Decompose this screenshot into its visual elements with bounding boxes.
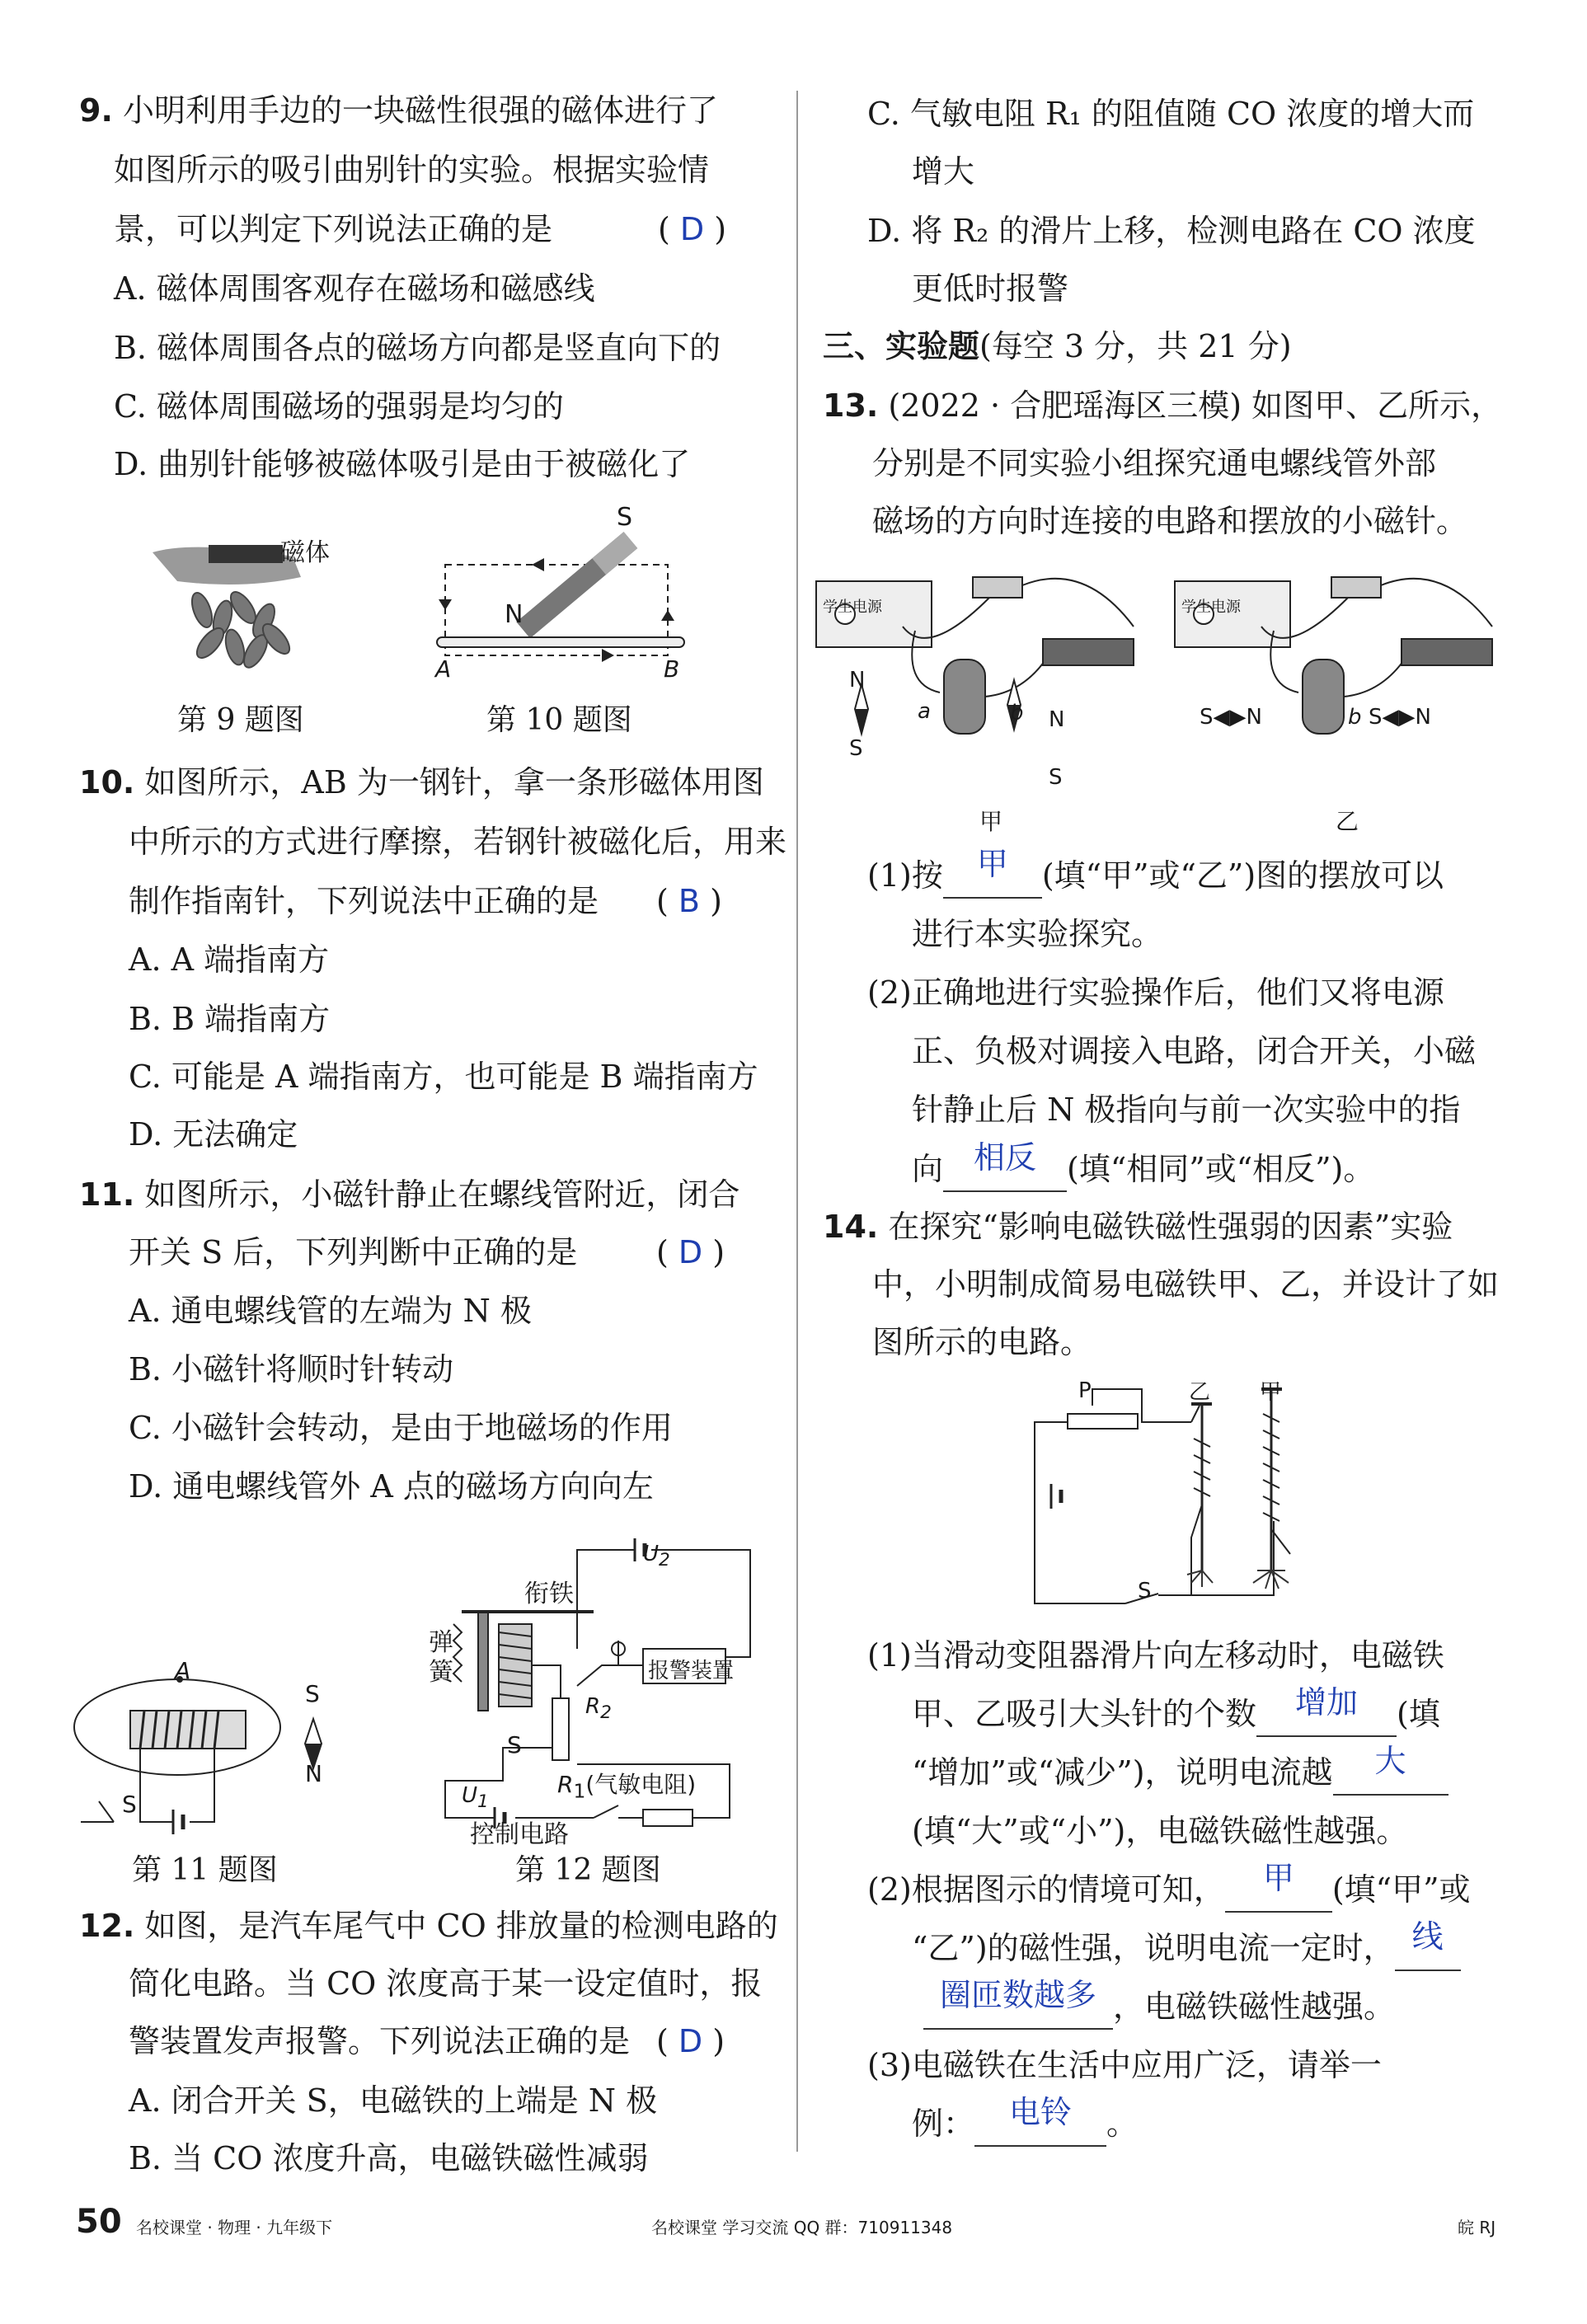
q14-p2-pre: (2)根据图示的情境可知， xyxy=(867,1871,1225,1908)
q14-p2-answer: 甲 xyxy=(1262,1860,1294,1896)
fig13-a-1: a xyxy=(918,699,931,724)
fig12-caption: 第 12 题图 xyxy=(515,1853,661,1887)
fig13-b-2: b xyxy=(1348,705,1362,730)
q13-line2: 分别是不同实验小组探究通电螺线管外部 xyxy=(872,445,1437,481)
q14-p1-answer2: 大 xyxy=(1374,1743,1406,1779)
q13-line3: 磁场的方向时连接的电路和摆放的小磁针。 xyxy=(872,503,1468,539)
fig13-b-1: b xyxy=(1010,701,1024,725)
fig13-power-2: 学生电源 xyxy=(1181,599,1241,616)
fig11-a: A xyxy=(175,1657,191,1684)
q10-option-b: B. B 端指南方 xyxy=(129,1001,331,1037)
q11-option-a: A. 通电螺线管的左端为 N 极 xyxy=(129,1293,533,1329)
q14-p3-line1: (3)电磁铁在生活中应用广泛，请举一 xyxy=(867,2047,1382,2083)
fig11-switch: S xyxy=(122,1791,137,1818)
fig12-u1-sub: 1 xyxy=(477,1791,489,1813)
q14-number: 14. xyxy=(823,1209,879,1245)
q10-option-c: C. 可能是 A 端指南方，也可能是 B 端指南方 xyxy=(129,1059,758,1095)
q12-line2: 简化电路。当 CO 浓度高于某一设定值时，报 xyxy=(129,1965,763,2002)
q14-p3-pre: 例： xyxy=(912,2106,975,2142)
fig12-r1: R xyxy=(557,1771,574,1798)
q10-line2: 中所示的方式进行摩擦，若钢针被磁化后，用来 xyxy=(129,824,787,860)
fig12-r1-sub: 1 xyxy=(573,1779,586,1803)
fig10-n: N xyxy=(505,600,524,629)
q13-p2-line3: 针静止后 N 极指向与前一次实验中的指 xyxy=(912,1092,1461,1128)
q9-option-c: C. 磁体周围磁场的强弱是均匀的 xyxy=(114,388,564,425)
q13-p2-pre: 向 xyxy=(912,1151,944,1187)
section-3-title: 三、实验题 xyxy=(823,328,980,364)
q12-line1: 如图，是汽车尾气中 CO 排放量的检测电路的 xyxy=(144,1908,778,1944)
q14-p1-line4: (填“大”或“小”)，电磁铁磁性越强。 xyxy=(912,1813,1408,1849)
fig14-p: P xyxy=(1078,1378,1092,1403)
fig12-control: 控制电路 xyxy=(470,1820,569,1849)
fig11-n: N xyxy=(305,1760,322,1787)
q12-option-a: A. 闭合开关 S，电磁铁的上端是 N 极 xyxy=(129,2082,658,2119)
fig13-sn-1: S◀▶N xyxy=(1200,705,1262,730)
q13-line1: (2022 · 合肥瑶海区三模) 如图甲、乙所示， xyxy=(888,387,1503,424)
q13-p1-post: (填“甲”或“乙”)图的摆放可以 xyxy=(1041,857,1444,894)
fig14-yi: 乙 xyxy=(1189,1380,1211,1405)
fig10-s: S xyxy=(617,503,633,532)
fig10-caption: 第 10 题图 xyxy=(486,703,632,737)
fig9-caption: 第 9 题图 xyxy=(177,703,304,737)
fig12-switch: S xyxy=(507,1731,522,1758)
q12-option-c: C. 气敏电阻 R₁ 的阻值随 CO 浓度的增大而 xyxy=(867,96,1475,132)
q11-option-b: B. 小磁针将顺时针转动 xyxy=(129,1351,454,1387)
q14-p2-answer2a: 线 xyxy=(1411,1918,1444,1955)
q9-option-d: D. 曲别针能够被磁体吸引是由于被磁化了 xyxy=(114,446,691,482)
q11-line1: 如图所示，小磁针静止在螺线管附近，闭合 xyxy=(144,1176,740,1213)
q12-answer: D xyxy=(678,2023,703,2059)
q14-p1-line1: (1)当滑动变阻器滑片向左移动时，电磁铁 xyxy=(867,1637,1444,1674)
q14-p1-line3-pre: “增加”或“减少”)，说明电流越 xyxy=(912,1754,1333,1791)
q13-number: 13. xyxy=(823,387,879,424)
fig12-u2: U xyxy=(643,1542,660,1566)
fig11-caption: 第 11 题图 xyxy=(132,1853,278,1887)
q14-line1: 在探究“影响电磁铁磁性强弱的因素”实验 xyxy=(888,1209,1453,1245)
q9-line3: 景，可以判定下列说法正确的是 xyxy=(114,211,553,247)
q14-p2-line2-pre: “乙”)的磁性强，说明电流一定时， xyxy=(912,1930,1395,1966)
q13-p1-pre: (1)按 xyxy=(867,857,943,894)
column-divider xyxy=(796,91,798,2152)
section-3-note: (每空 3 分，共 21 分) xyxy=(979,328,1292,364)
q12-option-b: B. 当 CO 浓度升高，电磁铁磁性减弱 xyxy=(129,2140,649,2176)
q11-option-c: C. 小磁针会转动，是由于地磁场的作用 xyxy=(129,1410,673,1446)
q14-p2-post: (填“甲”或 xyxy=(1331,1871,1471,1908)
q9-answer: D xyxy=(679,211,705,247)
fig12-u2-sub: 2 xyxy=(659,1550,670,1571)
figure-14 xyxy=(1026,1373,1340,1620)
q10-number: 10. xyxy=(79,764,135,800)
q13-p2-line1: (2)正确地进行实验操作后，他们又将电源 xyxy=(867,974,1444,1011)
q10-line1: 如图所示，AB 为一钢针，拿一条形磁体用图 xyxy=(144,764,764,800)
q14-p1-answer: 增加 xyxy=(1295,1684,1359,1721)
fig13-sn-2: S◀▶N xyxy=(1369,705,1431,730)
q14-p3-post: 。 xyxy=(1106,2106,1139,2142)
q13-p2-line2: 正、负极对调接入电路，闭合开关，小磁 xyxy=(912,1033,1477,1069)
page-number: 50 xyxy=(76,2203,122,2241)
fig14-jia: 甲 xyxy=(1260,1380,1282,1405)
q13-p1-line2: 进行本实验探究。 xyxy=(912,916,1163,952)
fig13-n-1: N xyxy=(849,668,866,693)
figure-10 xyxy=(429,499,693,688)
fig13-s-2: S xyxy=(1049,765,1063,790)
fig14-s: S xyxy=(1138,1579,1152,1603)
fig13-jia: 甲 xyxy=(979,808,1003,835)
q14-p3-answer: 电铃 xyxy=(1009,2094,1073,2130)
fig13-yi: 乙 xyxy=(1336,808,1359,835)
q10-answer: B xyxy=(678,883,700,919)
q9-number: 9. xyxy=(79,92,113,129)
q9-option-b: B. 磁体周围各点的磁场方向都是竖直向下的 xyxy=(114,330,721,366)
q12-option-d-cont: 更低时报警 xyxy=(912,270,1069,307)
q14-p1-post: (填 xyxy=(1397,1696,1440,1732)
q13-p1-answer: 甲 xyxy=(976,846,1008,882)
q14-p2-line3-post: ，电磁铁磁性越强。 xyxy=(1113,1988,1396,2025)
fig12-armature: 衔铁 xyxy=(524,1580,574,1608)
q12-option-d: D. 将 R₂ 的滑片上移，检测电路在 CO 浓度 xyxy=(867,213,1476,249)
q11-answer: D xyxy=(678,1234,703,1270)
fig12-alarm: 报警装置 xyxy=(648,1659,735,1683)
q10-line3: 制作指南针，下列说法中正确的是 xyxy=(129,883,599,919)
fig10-a: A xyxy=(435,655,452,683)
q12-option-c-cont: 增大 xyxy=(912,153,975,190)
footer-center: 名校课堂 学习交流 QQ 群：710911348 xyxy=(651,2218,953,2237)
q14-p2-answer2b: 圈匝数越多 xyxy=(939,1977,1096,2013)
q12-line3: 警装置发声报警。下列说法正确的是 xyxy=(129,2023,631,2059)
fig13-power-1: 学生电源 xyxy=(823,599,882,616)
q11-option-d: D. 通电螺线管外 A 点的磁场方向向左 xyxy=(129,1468,654,1505)
q9-line2: 如图所示的吸引曲别针的实验。根据实验情 xyxy=(114,152,710,188)
q9-option-a: A. 磁体周围客观存在磁场和磁感线 xyxy=(114,270,595,307)
q10-option-d: D. 无法确定 xyxy=(129,1116,298,1153)
q13-p2-answer: 相反 xyxy=(974,1139,1037,1176)
q14-p1-pre: 甲、乙吸引大头针的个数 xyxy=(912,1696,1257,1732)
fig13-n-2: N xyxy=(1049,707,1065,732)
fig12-r2: R xyxy=(585,1694,601,1719)
q9-line1: 小明利用手边的一块磁性很强的磁体进行了 xyxy=(122,92,718,129)
fig12-spring: 弹簧 xyxy=(429,1628,453,1687)
footer-left: 名校课堂 · 物理 · 九年级下 xyxy=(136,2218,333,2237)
q12-number: 12. xyxy=(79,1908,135,1944)
fig11-s: S xyxy=(305,1680,320,1707)
section-3-heading xyxy=(823,325,1292,368)
fig12-u1: U xyxy=(462,1783,478,1808)
fig13-s-1: S xyxy=(849,736,863,761)
footer-right: 皖 RJ xyxy=(1458,2218,1496,2237)
fig12-r1-note: (气敏电阻) xyxy=(585,1771,697,1798)
fig9-label: 磁体 xyxy=(280,538,330,567)
fig10-b: B xyxy=(664,655,680,683)
q10-option-a: A. A 端指南方 xyxy=(129,941,330,978)
q13-p2-post: (填“相同”或“相反”)。 xyxy=(1067,1151,1375,1187)
figure-13 xyxy=(812,561,1538,833)
q14-line3: 图所示的电路。 xyxy=(872,1324,1092,1360)
fig12-r2-sub: 2 xyxy=(600,1702,612,1724)
q14-line2: 中，小明制成简易电磁铁甲、乙，并设计了如 xyxy=(872,1266,1500,1303)
q11-number: 11. xyxy=(79,1176,135,1213)
q11-line2: 开关 S 后，下列判断中正确的是 xyxy=(129,1234,578,1270)
